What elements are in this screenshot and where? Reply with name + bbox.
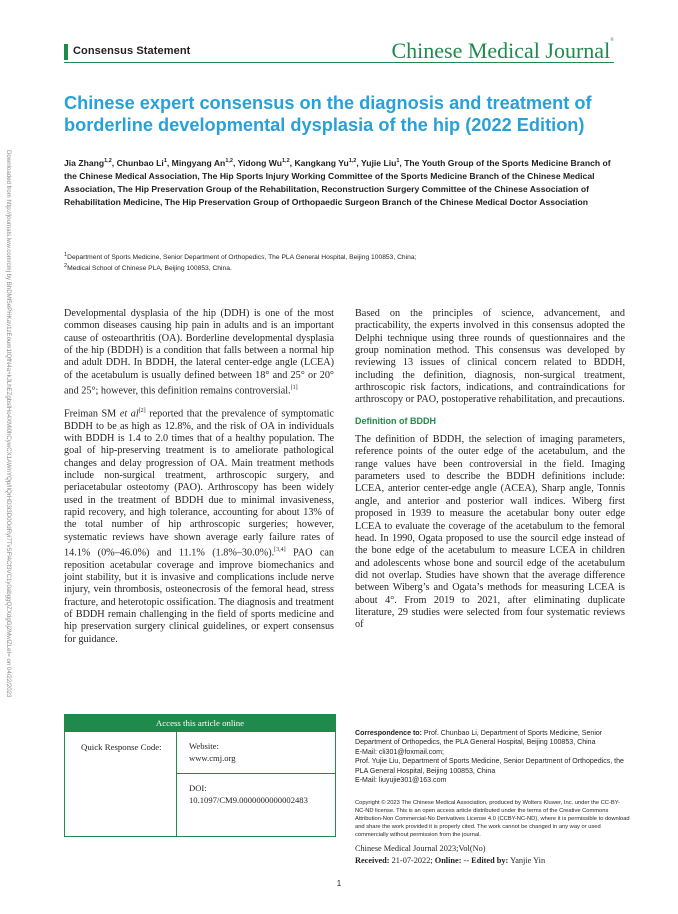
intro-paragraph-1-text: Developmental dysplasia of the hip (DDH) is one of the most common diseases causing hip pain in adults and is an important cause of osteoarthritis (OA). Borderline developmental dysplasia of the hip (BDDH) is a condition that falls between a normal hip and adult DDH. In BDDH, the lateral center-edge angle (LCEA) of the acetabulum is usually defined between 18° and 25° or 20° and 25°; however, this definition remains controversial. (64, 308, 334, 397)
citation-line: Chinese Medical Journal 2023;Vol(No) (355, 844, 486, 853)
email-1-link[interactable]: E-Mail: cli301@foxmail.com; (355, 748, 444, 756)
affiliation-2-text: Medical School of Chinese PLA, Beijing 100853, China. (67, 265, 232, 273)
affiliation-2 (64, 261, 624, 274)
email-2-link[interactable]: E-Mail: liuyujie301@163.com (355, 777, 447, 785)
author-name: Yidong Wu (237, 157, 282, 168)
received-line (355, 856, 545, 865)
correspondence-label: Correspondence to: (355, 730, 422, 737)
header-rule (64, 62, 614, 63)
author-names (64, 158, 404, 168)
correspondence-block (355, 729, 635, 785)
body-column-right (355, 308, 625, 639)
intro-paragraph-2-lead: Freiman SM (64, 408, 120, 420)
access-box-divider (176, 732, 177, 836)
editor-name: Yanjie Yin (508, 856, 546, 865)
received-label: Received: (355, 856, 390, 865)
author-name: Mingyang An (171, 157, 226, 168)
author-name: Jia Zhang (64, 157, 105, 168)
author-affiliation-marker: 1 (396, 158, 400, 164)
author-affiliation-marker: 1,2 (282, 158, 290, 164)
journal-name (391, 38, 614, 64)
reference-3-4-link[interactable]: [3,4] (274, 546, 286, 553)
edited-label: Edited by: (471, 856, 509, 865)
registered-mark: ® (610, 38, 614, 43)
affiliation-2-marker: 2 (64, 263, 68, 269)
website-cell (189, 740, 236, 764)
correspondence-author-1: Prof. Chunbao Li, Department of Sports Medicine, Senior Department of Orthopedics, the PLA General Hospital, Beijing 100853, China (355, 730, 603, 747)
author-affiliation-marker: 1 (163, 158, 167, 164)
author-separator: , (166, 157, 172, 168)
et-al-text: et al (119, 408, 139, 420)
online-date: -- (461, 856, 472, 865)
section-label-accent (64, 44, 68, 60)
author-affiliation-marker: 1,2 (104, 158, 112, 164)
download-watermark (4, 150, 30, 710)
qr-code-label: Quick Response Code: (81, 742, 162, 752)
author-list (64, 155, 624, 209)
watermark-text: Downloaded from http://journals.lww.com/cmj by BhDMf5ePHKav1zEoum1tQfN4a+kJLhEZgbsIHo4XMi0hCywCX1AWnYQp/IlQrHD3i3D0OdRyi7TvSFl4Cf3VC1y0abggQZXdgGj2MwlZLeI= on 04/22/2023 (5, 150, 12, 698)
intro-paragraph-1 (64, 308, 334, 398)
definition-paragraph: The definition of BDDH, the selection of imaging parameters, reference points of the outer edge of the acetabulum, and the range values have been controversial in the field. Imaging parameters used to describe the BDDH definitions include: LCEA, anterior center-edge angle (ACEA), Sharp angle, Tonnis angle, and anterior and posterior wall indices. Wiberg first proposed in 1939 to measure the acetabular bony outer edge LCEA to evaluate the coverage of the acetabulum to the femoral head. In 1990, Ogata proposed to use the sourcil edge instead of the bone edge of the acetabulum to measure LCEA in children and adolescents whose bone and sourcil edge of the acetabulum did not overlap. Studies have shown that the average difference between Wiberg’s and Ogata’s methods for measuring LCEA is about 4°. From 2019 to 2021, after eliminating duplicate literature, 29 studies were selected from four systematic reviews of (355, 434, 625, 631)
reference-1-link[interactable]: [1] (290, 385, 298, 392)
copyright-notice: Copyright © 2023 The Chinese Medical Association, produced by Wolters Kluwer, Inc. under the CC-BY-NC-ND license. This is an open access article distributed under the terms of the Creative Commons Attribution-Non Commercial-No Derivatives License 4.0 (CCBY-NC-ND), where it is permissible to download and share the work provided it is properly cited. The work cannot be changed in any way or used commercially without permission from the journal. (355, 800, 630, 839)
access-box-rule (176, 773, 335, 774)
access-box-heading: Access this article online (65, 715, 335, 732)
access-article-box (64, 714, 336, 837)
author-separator: , (111, 157, 117, 168)
doi-label: DOI: (189, 783, 207, 793)
affiliation-1-text: Department of Sports Medicine, Senior Department of Orthopedics, The PLA General Hospital, Beijing 100853, China; (67, 254, 417, 262)
methods-paragraph: Based on the principles of science, advancement, and practicability, the experts involved in this consensus adopted the Delphi technique using three rounds of questionnaires and the group nomination method. This consensus was developed by reviewing 13 issues of clinical concern related to BDDH, including the definition, diagnosis, non-surgical treatment, arthroscopic risk factors, indications, and contraindications for arthroscopy or PAO, postoperative rehabilitation, and precautions. (355, 308, 625, 406)
online-label: Online: (434, 856, 462, 865)
intro-paragraph-2 (64, 405, 334, 646)
definition-heading: Definition of BDDH (355, 415, 436, 426)
journal-name-text: Chinese Medical Journal (391, 38, 611, 63)
website-label: Website: (189, 741, 219, 751)
received-date: 21-07-2022; (389, 856, 435, 865)
author-affiliation-marker: 1,2 (348, 158, 357, 164)
author-separator: , (399, 157, 405, 168)
author-separator: , (356, 157, 361, 168)
reference-2-link[interactable]: [2] (138, 407, 146, 414)
author-name: Yujie Liu (361, 157, 397, 168)
section-label: Consensus Statement (73, 45, 191, 57)
doi-cell (189, 782, 308, 806)
intro-paragraph-2-tail: PAO can reposition acetabular coverage and improve biomechanics and joint stability, but it is invasive and complications include nerve injury, vein thrombosis, osteonecrosis of the femoral head, stress fracture, and heterotopic ossification. The diagnosis and treatment of BDDH remain challenging in the field of sports medicine and hip preservation surgery clinical guidelines, or expert consensus for guidance. (64, 547, 334, 645)
affiliation-1-marker: 1 (64, 252, 68, 258)
intro-paragraph-2-body: reported that the prevalence of symptomatic BDDH to be as high as 12.8%, and the risk of OA in individuals with BDDH is 1.4 to 2.0 times that of a healthy population. The goal of hip-preserving treatment is to ameliorate pathological changes and delay progression of OA. Main treatment methods include non-surgical treatment, arthroscopic surgery, and periacetabular osteotomy (PAO). Arthroscopy has been widely used in the treatment of BDDH due to minimal invasiveness, rapid recovery, and high tolerance, accounting for about 13% of the total number of hip arthroscopic surgeries; however, systematic reviews have shown average early failure rates of 14.1% (0%–46.0%) and 11.1% (1.8%–30.0%). (64, 408, 335, 559)
correspondence-author-2: Prof. Yujie Liu, Department of Sports Medicine, Senior Department of Orthopedics, the PLA General Hospital, Beijing 100853, China (355, 758, 624, 775)
author-groups: The Youth Group of the Sports Medicine Branch of the Chinese Medical Association, The Hip Sports Injury Working Committee of the Sports Medicine Branch of the Chinese Medical Association, The Hip Preservation Group of the Rehabilitation, Reconstruction Surgery Committee of the Chinese Association of Rehabilitation Medicine, The Hip Preservation Group of Orthopaedic Surgeon Branch of the Chinese Medical Doctor Association (64, 157, 611, 207)
body-column-left (64, 308, 334, 653)
author-name: Chunbao Li (116, 157, 164, 168)
doi-link[interactable]: 10.1097/CM9.0000000000002483 (189, 795, 308, 805)
author-affiliation-marker: 1,2 (225, 158, 233, 164)
author-separator: , (232, 157, 238, 168)
website-link[interactable]: www.cmj.org (189, 753, 236, 763)
page-number: 1 (336, 879, 342, 888)
author-name: Kangkang Yu (294, 157, 349, 168)
author-separator: , (289, 157, 295, 168)
article-title: Chinese expert consensus on the diagnosis and treatment of borderline developmental dysplasia of the hip (2022 Edition) (64, 93, 592, 135)
